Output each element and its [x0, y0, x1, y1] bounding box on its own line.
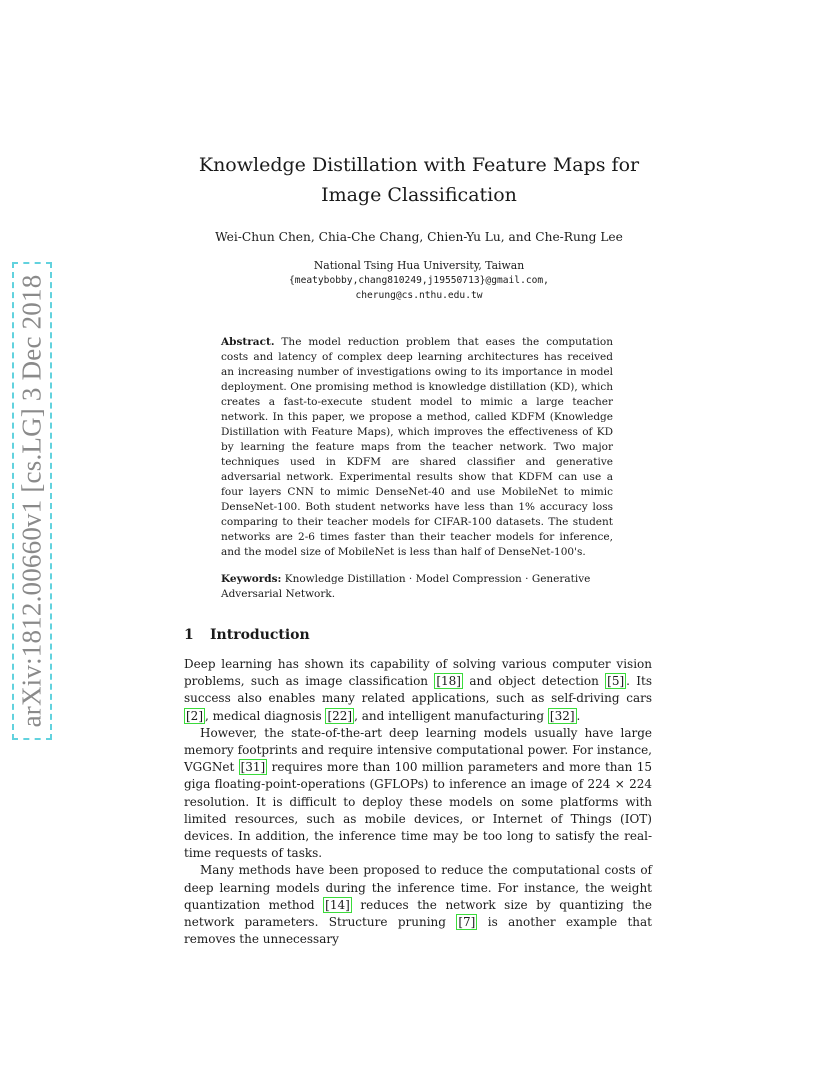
text-run: reduces the network size by quantizing the network parameters. Structure pruning	[184, 897, 652, 930]
citation-link[interactable]: [18]	[436, 674, 461, 689]
citation-link[interactable]: [22]	[327, 708, 353, 723]
citation-link[interactable]: [14]	[325, 897, 350, 912]
citation-link[interactable]: [7]	[458, 915, 476, 930]
arxiv-id: arXiv:1812.00660v1 [cs.LG] 3 Dec 2018	[16, 274, 47, 728]
section-number: 1	[184, 627, 194, 643]
paper-title	[184, 150, 654, 210]
citation-link[interactable]: [32]	[549, 708, 575, 723]
affiliation-block	[184, 258, 654, 303]
paragraph-2	[184, 725, 652, 863]
citation-link[interactable]: [2]	[186, 708, 203, 723]
abstract	[221, 335, 613, 560]
text-run: .	[576, 708, 581, 723]
introduction-body	[184, 656, 652, 948]
text-run: Deep learning has shown its capability of solving various computer vision problems, such as image classification	[184, 657, 652, 689]
emails-line-1: {meatybobby,chang810249,j19550713}@gmail.com,	[289, 275, 549, 286]
text-run: Many methods have been proposed to reduce the computational costs of deep learning models during the inference time. For instance, the weight quantization method	[184, 863, 652, 912]
text-run: requires more than 100 million parameters and more than 15 giga floating-point-operations (GFLOPs) to inference an image of 224 × 224 resolution. It is difficult to deploy these models on some platforms with limited resources, such as mobile devices, or Internet of Things (IOT) devices. In addition, the inference time may be too long to satisfy the real-time requests of tasks.	[184, 760, 652, 861]
text-run: is another example that removes the unnecessary	[184, 915, 652, 947]
citation-link[interactable]: [5]	[607, 674, 625, 689]
paragraph-3	[184, 862, 652, 948]
text-run: However, the state-of-the-art deep learning models usually have large memory footprints and require intensive computational power. For instance, VGGNet	[184, 725, 652, 775]
abstract-text: The model reduction problem that eases the computation costs and latency of complex deep learning architectures has received an increasing number of investigations owing to its importance in model deployment. One promising method is knowledge distillation (KD), which creates a fast-to-execute student model to mimic a large teacher network. In this paper, we propose a method, called KDFM (Knowledge Distillation with Feature Maps), which improves the effectiveness of KD by learning the feature maps from the teacher network. Two major techniques used in KDFM are shared classifier and generative adversarial network. Experimental results show that KDFM can use a four layers CNN to mimic DenseNet-40 and use MobileNet to mimic DenseNet-100. Both student networks have less than 1% accuracy loss comparing to their teacher models for CIFAR-100 datasets. The student networks are 2-6 times faster than their teacher models for inference, and the model size of MobileNet is less than half of DenseNet-100's.	[221, 336, 613, 558]
keywords-text: Knowledge Distillation · Model Compression · Generative Adversarial Network.	[221, 573, 591, 600]
arxiv-sidebar-stamp	[12, 262, 52, 740]
paragraph-1	[184, 656, 652, 725]
text-run: . Its success also enables many related applications, such as self-driving cars	[184, 674, 652, 706]
title-line-2: Image Classification	[321, 184, 517, 206]
abstract-label: Abstract.	[221, 336, 275, 348]
text-run: , and intelligent manufacturing	[354, 708, 548, 723]
title-line-1: Knowledge Distillation with Feature Maps for	[198, 154, 640, 176]
keywords-label: Keywords:	[221, 573, 282, 585]
keywords	[221, 572, 613, 602]
author-list: Wei-Chun Chen, Chia-Che Chang, Chien-Yu Lu, and Che-Rung Lee	[215, 230, 623, 244]
section-heading-introduction	[184, 624, 310, 646]
text-run: and object detection	[463, 674, 606, 689]
text-run: , medical diagnosis	[205, 708, 326, 723]
section-title: Introduction	[210, 627, 310, 643]
citation-link[interactable]: [31]	[240, 760, 266, 775]
affiliation: National Tsing Hua University, Taiwan	[313, 259, 525, 272]
emails-line-2: cherung@cs.nthu.edu.tw	[355, 290, 483, 301]
